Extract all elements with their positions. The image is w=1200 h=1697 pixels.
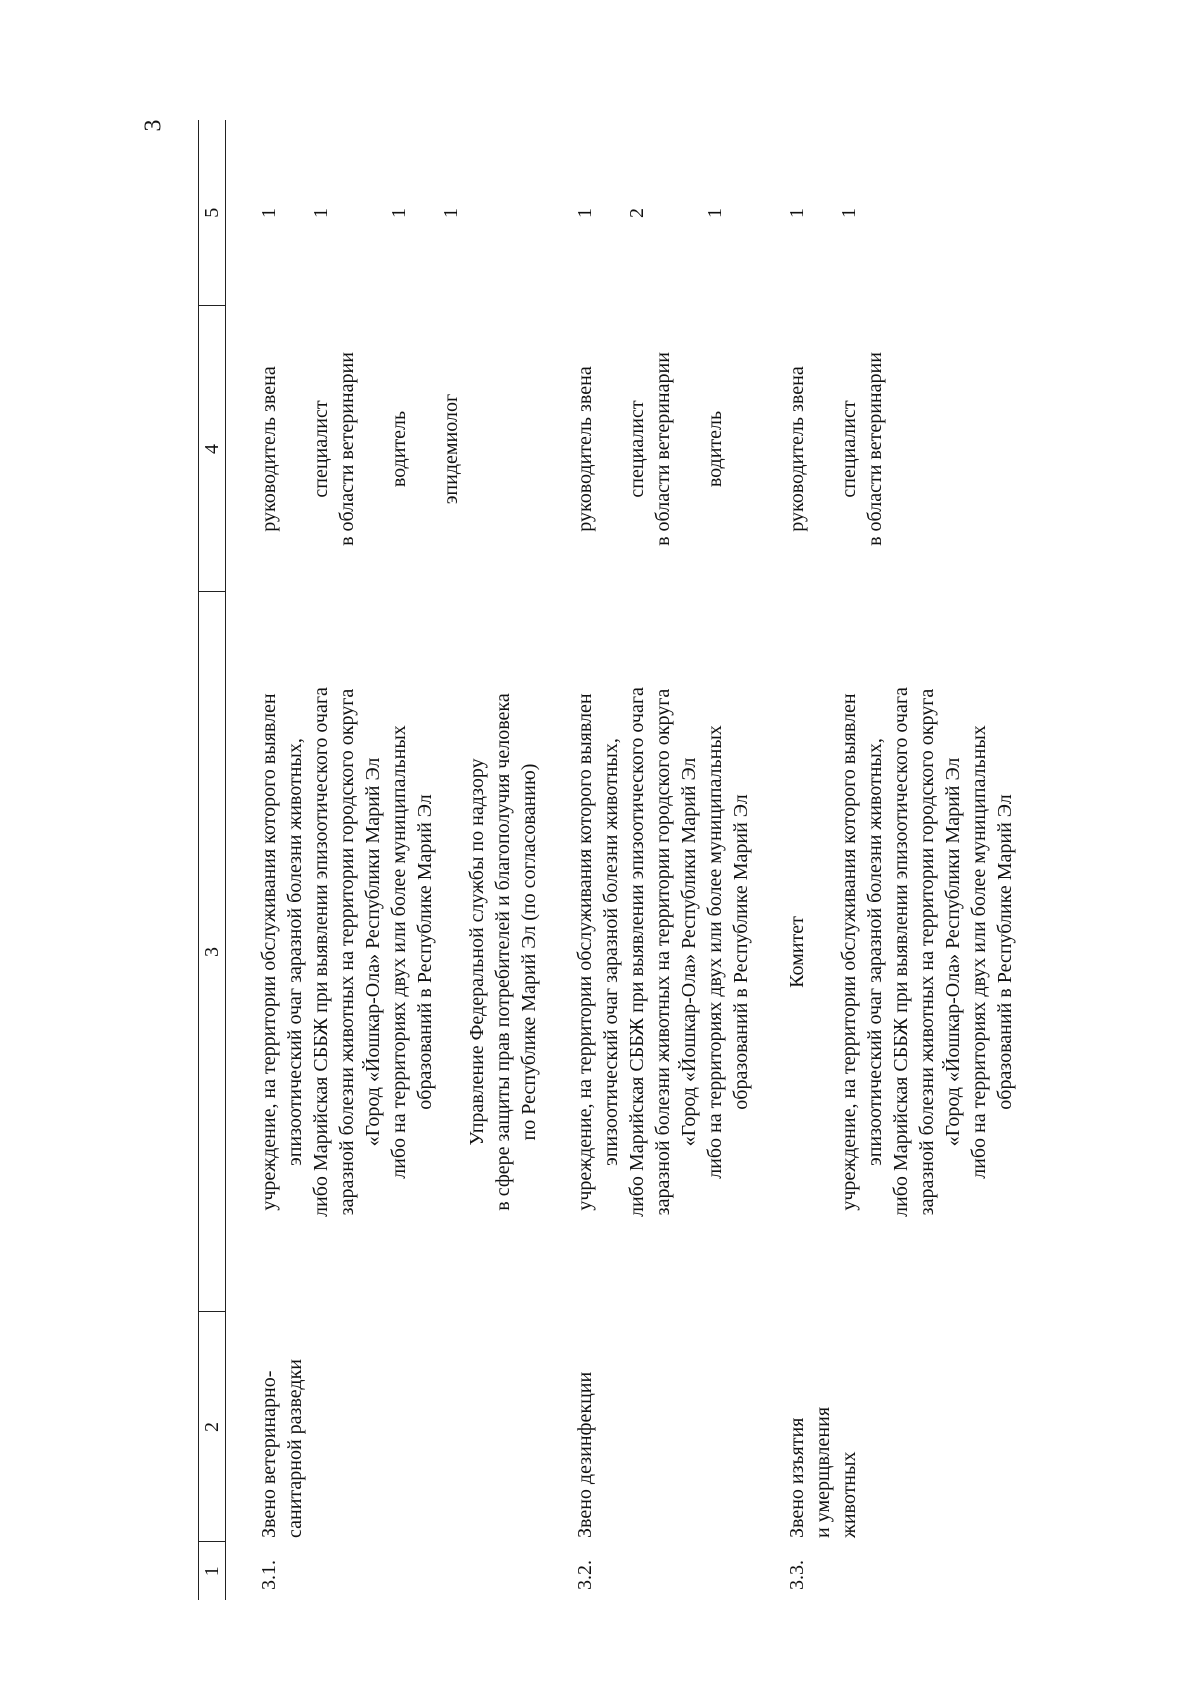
- spacer: [598, 124, 624, 302]
- row-number-text: 3.3.: [786, 1560, 808, 1590]
- spacer: [412, 124, 438, 302]
- count-value: 1: [574, 208, 596, 218]
- table-row: [226, 120, 543, 1600]
- spacer: [282, 124, 308, 302]
- organization-line: заразной болезни животных на территории городского округа: [652, 688, 674, 1216]
- spacer: [862, 124, 888, 302]
- unit-name-line: санитарной разведки: [284, 1359, 306, 1538]
- position-line: специалист: [838, 400, 860, 498]
- organization-line: Управление Федеральной службы по надзору: [466, 758, 488, 1146]
- spacer: [360, 310, 386, 588]
- position-line: в области ветеринарии: [652, 352, 674, 546]
- header-col-5: 5: [199, 120, 226, 306]
- unit-name: [754, 1312, 1018, 1542]
- unit-name: [226, 1312, 543, 1542]
- position-line: руководитель звена: [786, 366, 808, 532]
- spacer: [676, 124, 702, 302]
- organization-line: либо на территориях двух или более муниципальных: [968, 725, 990, 1179]
- position: [754, 306, 1018, 592]
- row-number-text: 3.1.: [258, 1560, 280, 1590]
- count-value: 1: [838, 208, 860, 218]
- composition-table: [198, 120, 1018, 1600]
- organization-line: эпизоотический очаг заразной болезни животных,: [600, 738, 622, 1166]
- organization-line: «Город «Йошкар-Ола» Республики Марий Эл: [942, 757, 964, 1147]
- organization-line: образований в Республике Марий Эл: [994, 794, 1016, 1110]
- header-col-3: 3: [199, 592, 226, 1312]
- organization-line: «Город «Йошкар-Ола» Республики Марий Эл: [678, 757, 700, 1147]
- unit-name: [542, 1312, 754, 1542]
- organization-line: образований в Республике Марий Эл: [730, 794, 752, 1110]
- spacer: [810, 124, 836, 302]
- position-line: руководитель звена: [574, 366, 596, 532]
- count: [754, 120, 1018, 306]
- table-row: [754, 120, 1018, 1600]
- count-value: 1: [388, 208, 410, 218]
- header-col-1: 1: [199, 1542, 226, 1600]
- organization: [754, 592, 1018, 1312]
- header-col-4: 4: [199, 306, 226, 592]
- organization-line: в сфере защиты прав потребителей и благополучия человека: [492, 693, 514, 1211]
- header-row: [199, 120, 226, 1600]
- organization-line: либо Марийская СББЖ при выявлении эпизоотического очага: [890, 687, 912, 1217]
- organization-line: либо Марийская СББЖ при выявлении эпизоотического очага: [310, 687, 332, 1217]
- position-line: эпидемиолог: [440, 393, 462, 505]
- spacer: [810, 596, 836, 1308]
- organization-line: «Город «Йошкар-Ола» Республики Марий Эл: [362, 757, 384, 1147]
- row-number: [542, 1542, 754, 1600]
- organization: [542, 592, 754, 1312]
- count-value: 1: [704, 208, 726, 218]
- table-row: [542, 120, 754, 1600]
- organization-line: образований в Республике Марий Эл: [414, 794, 436, 1110]
- spacer: [598, 310, 624, 588]
- unit-name-line: и умерщвления: [812, 1406, 834, 1538]
- count-value: 1: [786, 208, 808, 218]
- organization-line: Комитет: [786, 916, 808, 988]
- unit-name-line: Звено ветеринарно-: [258, 1370, 280, 1538]
- row-number: [226, 1542, 543, 1600]
- position: [226, 306, 543, 592]
- count-value: 1: [258, 208, 280, 218]
- header-col-2: 2: [199, 1312, 226, 1542]
- spacer: [360, 124, 386, 302]
- position-line: специалист: [310, 400, 332, 498]
- unit-name-line: Звено дезинфекции: [574, 1371, 596, 1538]
- unit-name-line: Звено изъятия: [786, 1417, 808, 1538]
- table-body: [226, 120, 1019, 1600]
- spacer: [676, 310, 702, 588]
- unit-name-line: животных: [838, 1451, 860, 1538]
- count-value: 1: [310, 208, 332, 218]
- spacer: [810, 310, 836, 588]
- position-line: водитель: [704, 410, 726, 488]
- count-value: 1: [440, 208, 462, 218]
- spacer: [334, 124, 360, 302]
- count-value: 2: [626, 208, 648, 218]
- organization-line: либо Марийская СББЖ при выявлении эпизоотического очага: [626, 687, 648, 1217]
- spacer: [438, 596, 464, 1308]
- count: [226, 120, 543, 306]
- rotated-table-sheet: [198, 120, 1038, 1600]
- spacer: [650, 124, 676, 302]
- organization-line: эпизоотический очаг заразной болезни животных,: [864, 738, 886, 1166]
- organization-line: учреждение, на территории обслуживания которого выявлен: [838, 693, 860, 1211]
- position-line: в области ветеринарии: [336, 352, 358, 546]
- row-number-text: 3.2.: [574, 1560, 596, 1590]
- position-line: руководитель звена: [258, 366, 280, 532]
- page-number: 3: [140, 119, 167, 132]
- organization-line: эпизоотический очаг заразной болезни животных,: [284, 738, 306, 1166]
- organization-line: либо на территориях двух или более муниципальных: [704, 725, 726, 1179]
- position: [542, 306, 754, 592]
- organization-line: учреждение, на территории обслуживания которого выявлен: [574, 693, 596, 1211]
- organization-line: учреждение, на территории обслуживания которого выявлен: [258, 693, 280, 1211]
- organization-line: либо на территориях двух или более муниципальных: [388, 725, 410, 1179]
- organization-line: заразной болезни животных на территории городского округа: [916, 688, 938, 1216]
- position-line: водитель: [388, 410, 410, 488]
- organization: [226, 592, 543, 1312]
- organization-line: заразной болезни животных на территории городского округа: [336, 688, 358, 1216]
- count: [542, 120, 754, 306]
- position-line: в области ветеринарии: [864, 352, 886, 546]
- spacer: [412, 310, 438, 588]
- position-line: специалист: [626, 400, 648, 498]
- row-number: [754, 1542, 1018, 1600]
- organization-line: по Республике Марий Эл (по согласованию): [518, 763, 540, 1141]
- spacer: [282, 310, 308, 588]
